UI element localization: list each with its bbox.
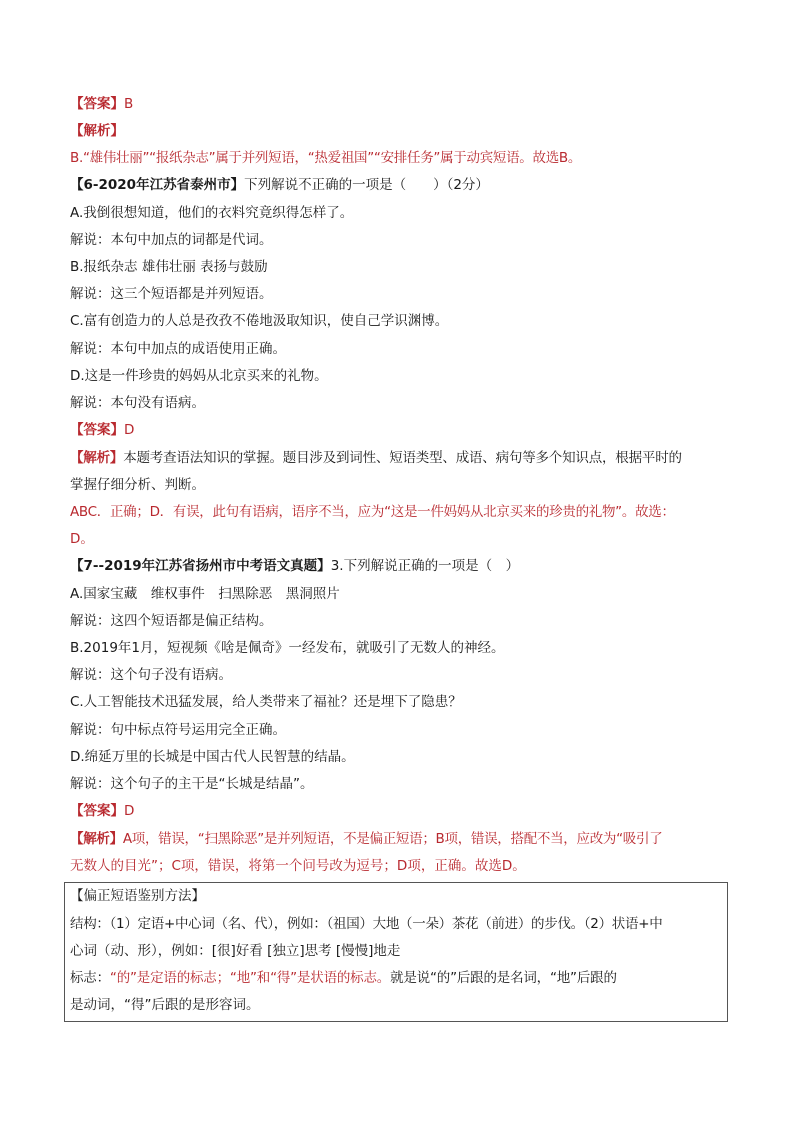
- answer-label: 【答案】: [70, 422, 124, 438]
- q7-analysis-line2: 无数人的目光”；C项，错误，将第一个问号改为逗号；D项，正确。故选D。: [70, 858, 526, 874]
- tip-box-title: 【偏正短语鉴别方法】: [70, 888, 205, 904]
- q6-option-b-note: 解说：这三个短语都是并列短语。: [70, 286, 273, 302]
- q6-source: 【6-2020年江苏省泰州市】: [70, 177, 245, 193]
- q6-option-d-note: 解说：本句没有语病。: [70, 395, 205, 411]
- q7-option-d: D.绵延万里的长城是中国古代人民智慧的结晶。: [70, 749, 355, 765]
- q7-option-b: B.2019年1月，短视频《啥是佩奇》一经发布，就吸引了无数人的神经。: [70, 640, 505, 656]
- q6-option-b: B.报纸杂志 雄伟壮丽 表扬与鼓励: [70, 259, 268, 275]
- analysis-text: 本题考查语法知识的掌握。题目涉及到词性、短语类型、成语、病句等多个知识点，根据平时的: [123, 450, 682, 466]
- q7-option-d-note: 解说：这个句子的主干是“长城是结晶”。: [70, 776, 314, 792]
- q6-stem: 下列解说不正确的一项是（ ）（2分）: [244, 177, 489, 193]
- tip-box-line2: 心词（动、形），例如：[很]好看 [独立]思考 [慢慢]地走: [70, 943, 401, 959]
- q6-option-a-note: 解说：本句中加点的词都是代词。: [70, 232, 273, 248]
- q7-analysis-line1: [70, 829, 730, 849]
- q6-analysis-line4: D。: [70, 531, 94, 547]
- q6-option-a: A.我倒很想知道，他们的衣料究竟织得怎样了。: [70, 205, 354, 221]
- q7-answer: [70, 801, 730, 821]
- q6-option-c: C.富有创造力的人总是孜孜不倦地汲取知识，使自己学识渊博。: [70, 313, 449, 329]
- q7-source: 【7--2019年江苏省扬州市中考语文真题】: [70, 558, 331, 574]
- tip-box-line4: 是动词，“得”后跟的是形容词。: [70, 997, 260, 1013]
- q6-analysis-line2: 掌握仔细分析、判断。: [70, 477, 205, 493]
- q7-option-a-note: 解说：这四个短语都是偏正结构。: [70, 613, 273, 629]
- q6-answer: [70, 420, 730, 440]
- q7-option-c-note: 解说：句中标点符号运用完全正确。: [70, 722, 286, 738]
- q6-analysis-line1: [70, 448, 730, 468]
- q6-option-c-note: 解说：本句中加点的成语使用正确。: [70, 341, 286, 357]
- tip-box-line1: 结构：（1）定语+中心词（名、代），例如：（祖国）大地（一朵）茶花（前进）的步伐。（2）状语+中: [70, 916, 663, 932]
- q7-option-a: A.国家宝藏 维权事件 扫黑除恶 黑洞照片: [70, 586, 340, 602]
- q7-option-c: C.人工智能技术迅猛发展，给人类带来了福祉？还是埋下了隐患？: [70, 694, 462, 710]
- tip-line3-red: “的”是定语的标志；“地”和“得”是状语的标志。: [109, 970, 391, 986]
- answer-label: 【答案】: [70, 96, 124, 112]
- q7-heading: [70, 556, 730, 576]
- analysis-label: 【解析】: [70, 450, 124, 466]
- tip-line3-rest: 就是说“的”后跟的是名词，“地”后跟的: [390, 970, 617, 986]
- answer-value: D: [124, 803, 135, 819]
- answer-value: D: [124, 422, 135, 438]
- answer-label: 【答案】: [70, 803, 124, 819]
- q5-analysis-label: 【解析】: [70, 123, 124, 139]
- q6-heading: [70, 175, 730, 195]
- q5-answer: [70, 94, 730, 114]
- analysis-label: 【解析】: [70, 831, 123, 847]
- tip-box-line3: [70, 968, 730, 988]
- analysis-text: A项，错误，“扫黑除恶”是并列短语，不是偏正短语；B项，错误，搭配不当，应改为“吸引了: [122, 831, 663, 847]
- q7-stem: 3.下列解说正确的一项是（ ）: [330, 558, 520, 574]
- q5-analysis-text: B.“雄伟壮丽”“报纸杂志”属于并列短语，“热爱祖国”“安排任务”属于动宾短语。故选B。: [70, 150, 582, 166]
- q6-option-d: D.这是一件珍贵的妈妈从北京买来的礼物。: [70, 368, 328, 384]
- q7-option-b-note: 解说：这个句子没有语病。: [70, 667, 232, 683]
- answer-value: B: [124, 96, 134, 112]
- tip-line3-label: 标志：: [70, 970, 110, 986]
- q6-analysis-line3: ABC．正确；D．有误，此句有语病，语序不当，应为“这是一件妈妈从北京买来的珍贵的礼物”。故选：: [70, 504, 675, 520]
